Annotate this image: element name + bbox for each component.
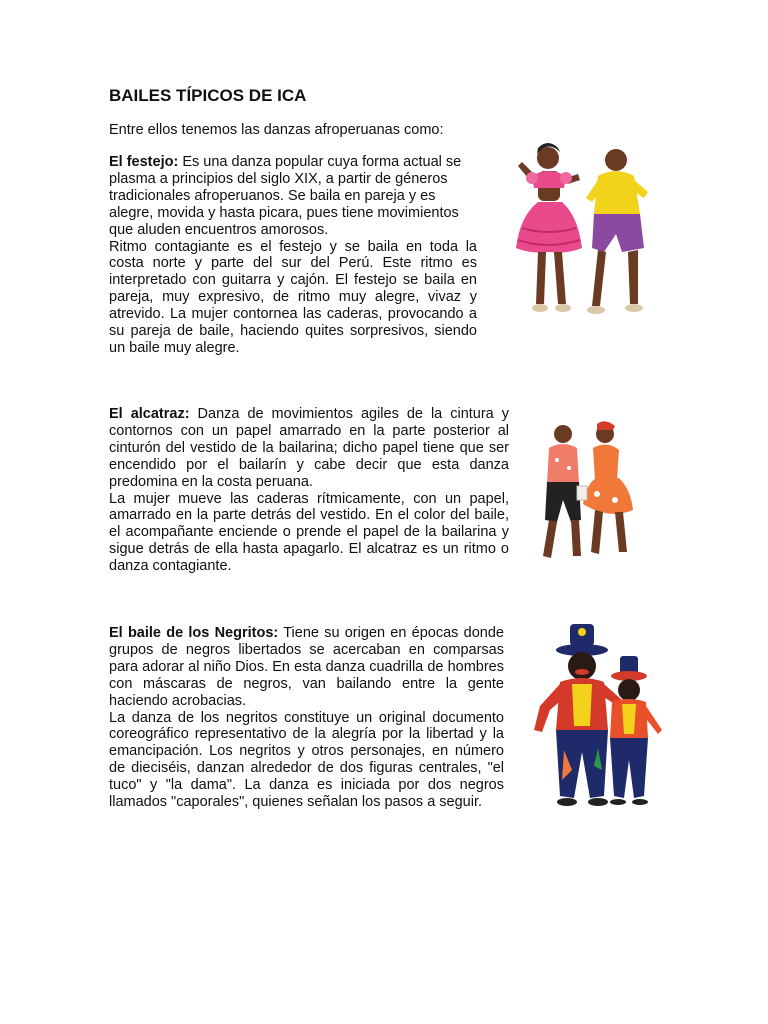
festejo-body-text: Ritmo contagiante es el festejo y se baila en toda la costa norte y parte del sur del Perú. Este ritmo es interpretado con guitarra y cajón. El festejo se baila en pareja, muy expresivo, de ritmo muy alegre, vivaz y atrevido. La mujer contornea las caderas, provocando a su pareja de baile, haciendo quites sorpresivos, siendo un baile muy alegre. bbox=[109, 238, 477, 356]
festejo-woman-figure bbox=[516, 143, 582, 312]
negritos-heading: El baile de los Negritos: bbox=[109, 625, 279, 641]
intro-text: Entre ellos tenemos las danzas afroperuanas como: bbox=[109, 122, 444, 138]
section-festejo bbox=[109, 154, 477, 357]
negritos-body-text: La danza de los negritos constituye un original documento coreográfico representativo de la alegría por la libertad y la emancipación. Los negritos y otros personajes, en número de dieciséis, danzan alrededor de dos figuras centrales, "el tuco" y "la dama". La danza es iniciada por dos negros llamados "caporales", quienes señalan los pasos a seguir. bbox=[109, 709, 504, 811]
festejo-dancers-illustration bbox=[508, 136, 658, 326]
festejo-man-figure bbox=[586, 149, 648, 314]
section-negritos bbox=[109, 625, 504, 811]
section-alcatraz bbox=[109, 406, 509, 575]
festejo-heading: El festejo: bbox=[109, 154, 179, 170]
alcatraz-woman-figure bbox=[577, 421, 633, 554]
alcatraz-body-text: La mujer mueve las caderas rítmicamente, con un papel, amarrado en la parte detrás del vestido. En el color del baile, el acompañante enciende o prende el papel de la bailarina y sigue detrás de ella hasta apagarlo. El alcatraz es un ritmo o danza contagiante. bbox=[109, 490, 509, 575]
negritos-dancers-illustration bbox=[512, 620, 672, 812]
festejo-lead-paragraph bbox=[109, 154, 469, 239]
negrito-left-figure bbox=[534, 624, 622, 806]
alcatraz-heading: El alcatraz: bbox=[109, 406, 190, 422]
festejo-lead-text: Es una danza popular cuya forma actual se plasma a principios del siglo XIX, a partir de géneros tradicionales afroperuanos. Se baila en pareja y es alegre, movida y hasta picara, pues tiene movimientos que aluden encuentros amorosos. bbox=[109, 154, 462, 238]
negritos-lead-text: Tiene su origen en épocas donde grupos de negros libertados se acercaban en comparsas para adorar al niño Dios. En esta danza cuadrilla de hombres con máscaras de negros, van bailando entre la gente haciendo acrobacias. bbox=[109, 625, 504, 709]
page-title: BAILES TÍPICOS DE ICA bbox=[109, 86, 307, 105]
alcatraz-man-figure bbox=[543, 425, 581, 558]
negrito-right-figure bbox=[610, 656, 662, 805]
alcatraz-lead-paragraph bbox=[109, 406, 509, 491]
alcatraz-dancers-illustration bbox=[533, 420, 638, 570]
alcatraz-lead-text: Danza de movimientos agiles de la cintura y contornos con un papel amarrado en la parte posterior al cinturón del vestido de la bailarina; dicho papel tiene que ser encendido por el bailarín y cabe decir que esta danza predomina en la costa peruana. bbox=[109, 406, 509, 490]
negritos-lead-paragraph bbox=[109, 625, 504, 710]
